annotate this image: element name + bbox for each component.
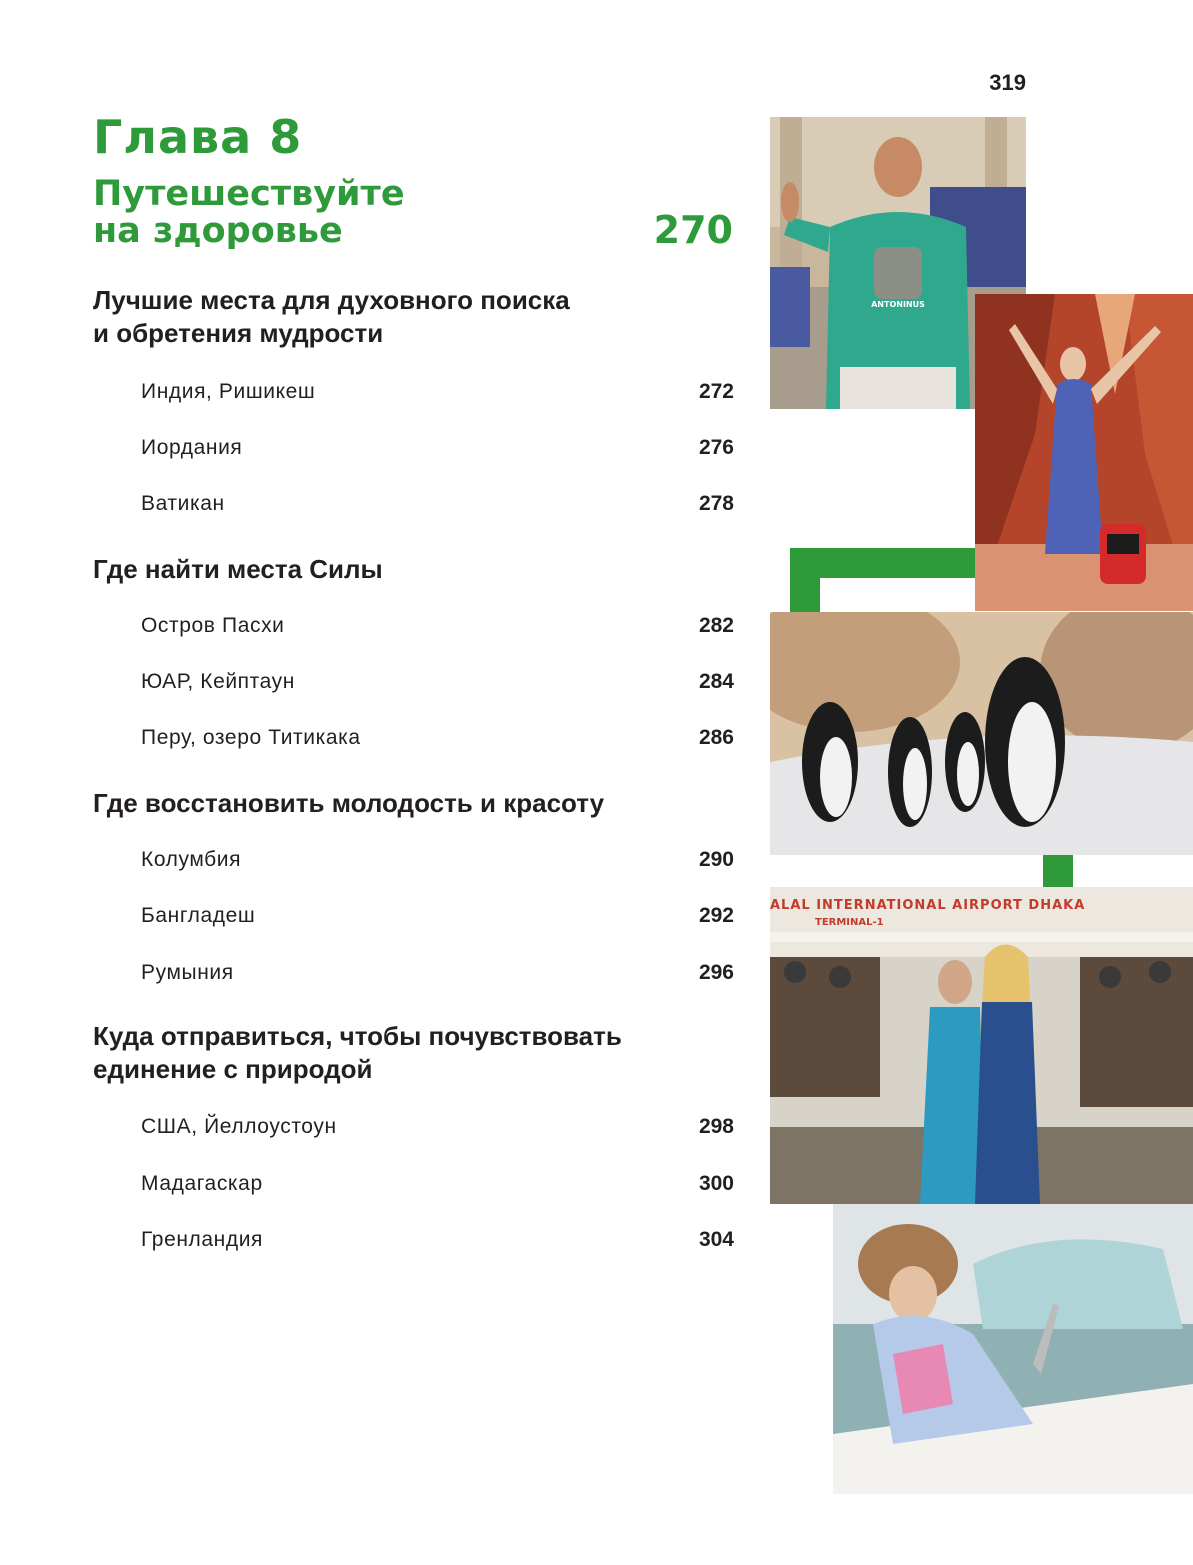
photo-penguins <box>770 612 1193 855</box>
page-number: 319 <box>989 70 1026 95</box>
toc-entry-page: 286 <box>698 726 734 749</box>
toc-entry-label: Мадагаскар <box>141 1172 263 1195</box>
toc-entry[interactable] <box>93 611 734 641</box>
section-heading-line: Где восстановить молодость и красоту <box>93 788 605 818</box>
toc-entry[interactable] <box>93 1112 734 1142</box>
photo-iceberg-boat <box>833 1204 1193 1494</box>
toc-entry-label: Ватикан <box>141 492 225 515</box>
section-heading-line: Где найти места Силы <box>93 554 383 584</box>
chapter-title-line-1: Путешествуйте <box>93 174 405 214</box>
toc-entry-label: Перу, озеро Титикака <box>141 726 361 749</box>
toc-entry-label: Остров Пасхи <box>141 614 285 637</box>
toc-entry[interactable] <box>93 1169 734 1199</box>
toc-entry[interactable] <box>93 667 734 697</box>
toc-entry-label: Иордания <box>141 436 243 459</box>
section-heading-line: Лучшие места для духовного поиска <box>93 285 570 315</box>
toc-entry-page: 298 <box>698 1115 734 1138</box>
toc-entry-label: Румыния <box>141 961 234 984</box>
green-bracket-small <box>1043 855 1073 887</box>
section-heading-line: единение с природой <box>93 1054 373 1084</box>
toc-entry-page: 304 <box>698 1228 734 1251</box>
toc-entry[interactable] <box>93 901 734 931</box>
toc-entry-label: Гренландия <box>141 1228 264 1251</box>
airport-sign-line-2: TERMINAL-1 <box>815 917 884 928</box>
section-heading-line: и обретения мудрости <box>93 318 384 348</box>
toc-entry-label: Индия, Ришикеш <box>141 380 316 403</box>
toc-entry[interactable] <box>93 1225 734 1255</box>
toc-entry-page: 272 <box>698 380 734 403</box>
sweater-text: ANTONINUS <box>871 300 925 309</box>
toc-entry-page: 292 <box>698 904 734 927</box>
toc-entry-label: Колумбия <box>141 848 242 871</box>
green-bracket-side <box>790 548 820 612</box>
toc-entry-label: Бангладеш <box>141 904 256 927</box>
toc-entry[interactable] <box>93 433 734 463</box>
photo-dhaka-airport <box>770 887 1193 1204</box>
toc-entry-page: 282 <box>698 614 734 637</box>
photo-canyon-woman <box>975 294 1193 611</box>
toc-entry-label: ЮАР, Кейптаун <box>141 670 295 693</box>
toc-entry-page: 276 <box>698 436 734 459</box>
section-heading-line: Куда отправиться, чтобы почувствовать <box>93 1021 622 1051</box>
toc-entry-page: 300 <box>698 1172 734 1195</box>
chapter-page-number[interactable]: 270 <box>653 208 733 252</box>
toc-entry-page: 290 <box>698 848 734 871</box>
toc-entry[interactable] <box>93 723 734 753</box>
section-heading-youth-beauty[interactable] <box>93 787 734 820</box>
chapter-title-line-2: на здоровье <box>93 211 343 251</box>
airport-sign-line-1: ALAL INTERNATIONAL AIRPORT DHAKA <box>770 898 1086 913</box>
chapter-label: Глава 8 <box>93 110 303 164</box>
section-heading-spiritual[interactable] <box>93 284 734 350</box>
toc-entry[interactable] <box>93 489 734 519</box>
toc-entry[interactable] <box>93 845 734 875</box>
toc-entry-page: 296 <box>698 961 734 984</box>
toc-entry[interactable] <box>93 958 734 988</box>
section-heading-power-places[interactable] <box>93 553 734 586</box>
toc-entry[interactable] <box>93 377 734 407</box>
toc-entry-label: США, Йеллоустоун <box>141 1115 337 1138</box>
toc-entry-page: 284 <box>698 670 734 693</box>
toc-entry-page: 278 <box>698 492 734 515</box>
section-heading-nature[interactable] <box>93 1020 734 1086</box>
